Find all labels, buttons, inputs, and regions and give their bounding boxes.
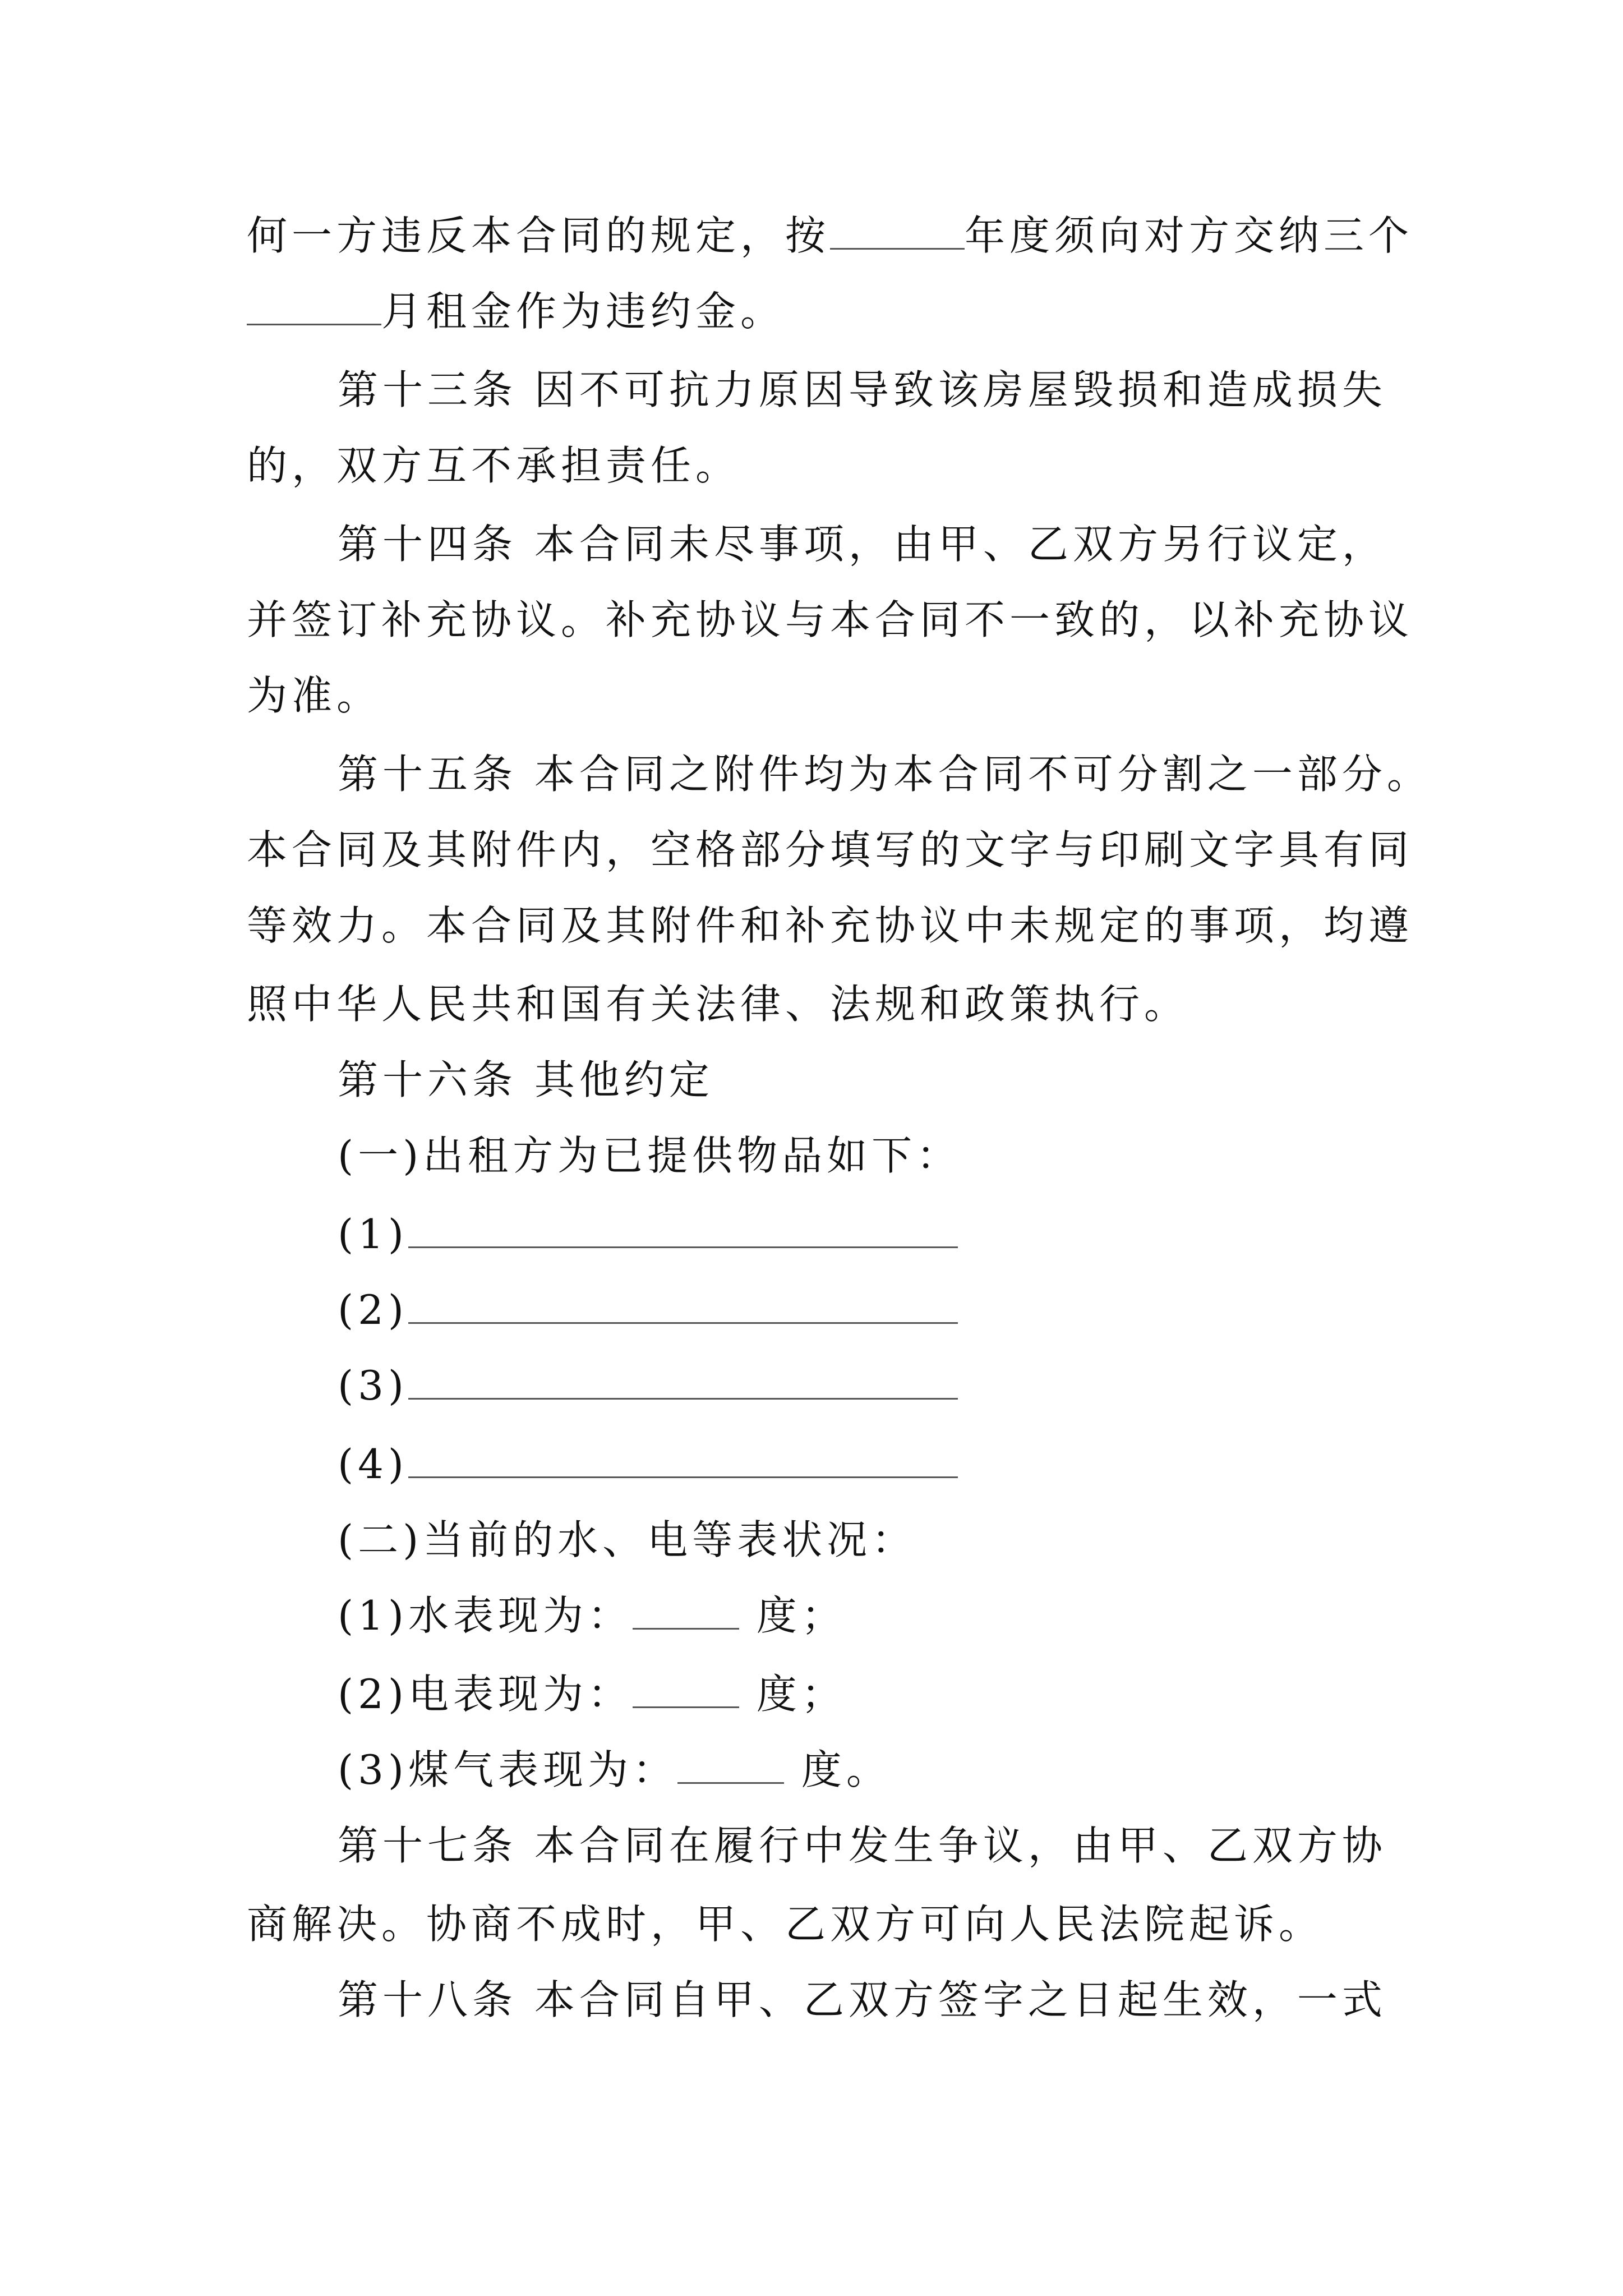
text-line	[247, 283, 785, 339]
text-segment: 照中华人民共和国有关法律、法规和政策执行。	[247, 981, 1189, 1028]
text-segment: 月租金作为违约金。	[381, 288, 786, 335]
text-line	[338, 1128, 961, 1184]
blank-field	[247, 289, 381, 325]
text-segment: 第十七条 本合同在履行中发生争议，由甲、乙双方协	[338, 1822, 1387, 1869]
text-segment: 第十四条 本合同未尽事项，由甲、乙双方另行议定，	[338, 521, 1387, 568]
item-line	[338, 1282, 958, 1338]
text-segment: 年度须向对方交纳三个	[965, 212, 1414, 259]
meter-line	[338, 1588, 846, 1644]
article-13-heading	[338, 362, 1387, 418]
text-line	[247, 208, 1413, 264]
text-segment: 第十八条 本合同自甲、乙双方签字之日起生效，一式	[338, 1976, 1387, 2023]
item-line	[338, 1206, 958, 1262]
text-segment: 第十五条 本合同之附件均为本合同不可分割之一部分。	[338, 751, 1432, 798]
text-segment: 等效力。本合同及其附件和补充协议中未规定的事项，均遵	[247, 902, 1414, 949]
item-line	[338, 1358, 958, 1414]
item-number: (4)	[338, 1441, 408, 1488]
item-number: (3)	[338, 1362, 408, 1409]
text-segment: 商解决。协商不成时，甲、乙双方可向人民法院起诉。	[247, 1901, 1324, 1948]
text-segment: 何一方违反本合同的规定，按	[247, 212, 831, 259]
text-segment: (二)当前的水、电等表状况：	[338, 1516, 917, 1563]
meter-line	[338, 1742, 891, 1798]
text-segment: (2)电表现为：	[338, 1671, 633, 1718]
blank-field	[408, 1287, 958, 1324]
text-segment: 度；	[739, 1671, 846, 1718]
blank-field	[408, 1442, 958, 1478]
text-segment: 第十三条 因不可抗力原因导致该房屋毁损和造成损失	[338, 366, 1387, 413]
blank-field	[408, 1363, 958, 1400]
article-15-heading	[338, 746, 1432, 802]
text-line	[247, 1896, 1324, 1952]
text-segment: 并签订补充协议。补充协议与本合同不一致的，以补充协议	[247, 596, 1414, 643]
text-line	[247, 898, 1413, 954]
article-14-heading	[338, 516, 1387, 572]
text-line	[247, 592, 1413, 648]
item-line	[338, 1436, 958, 1492]
blank-field	[830, 213, 965, 250]
text-segment: (一)出租方为已提供物品如下：	[338, 1132, 962, 1179]
article-16-heading	[338, 1052, 714, 1108]
text-line	[247, 822, 1413, 878]
text-line	[338, 1512, 916, 1568]
article-17-heading	[338, 1818, 1387, 1874]
blank-field	[633, 1593, 739, 1630]
item-number: (2)	[338, 1286, 408, 1333]
text-segment: 第十六条 其他约定	[338, 1056, 714, 1103]
text-segment: (1)水表现为：	[338, 1592, 633, 1639]
text-segment: (3)煤气表现为：	[338, 1746, 677, 1793]
text-line	[247, 976, 1189, 1032]
blank-field	[677, 1747, 784, 1784]
blank-field	[408, 1212, 958, 1248]
item-number: (1)	[338, 1211, 408, 1258]
text-line	[247, 438, 740, 494]
text-segment: 的，双方互不承担责任。	[247, 442, 741, 489]
text-segment: 为准。	[247, 672, 382, 719]
text-segment: 度；	[739, 1592, 846, 1639]
article-18-heading	[338, 1972, 1387, 2028]
meter-line	[338, 1666, 846, 1722]
text-segment: 本合同及其附件内，空格部分填写的文字与印刷文字具有同	[247, 826, 1414, 873]
text-line	[247, 668, 381, 724]
blank-field	[633, 1672, 739, 1708]
text-segment: 度。	[784, 1746, 891, 1793]
